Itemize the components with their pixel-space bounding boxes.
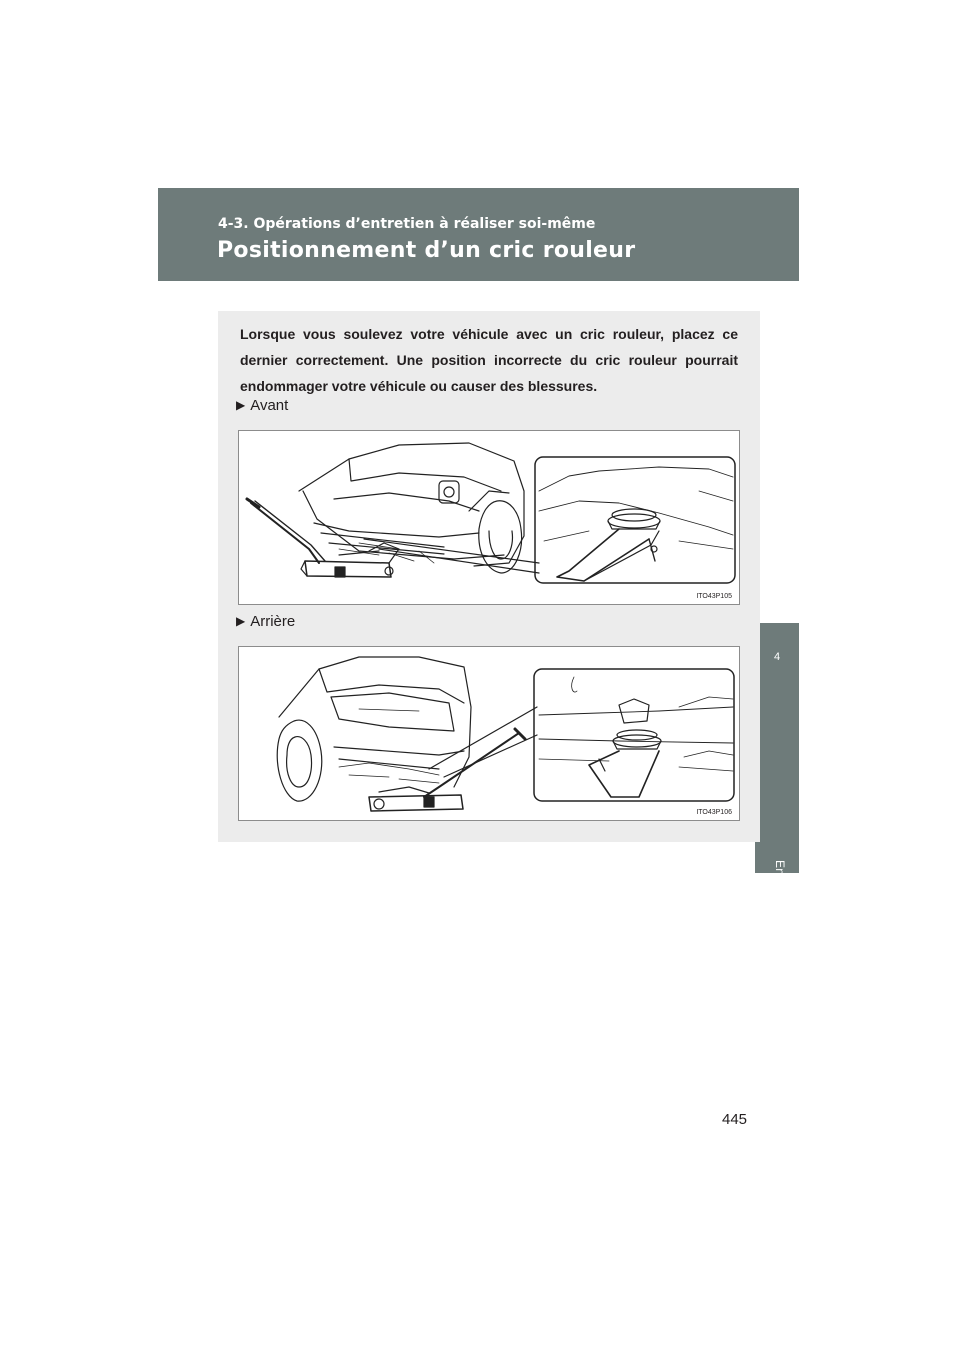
page-title: Positionnement d’un cric rouleur (217, 238, 636, 263)
triangle-arrow-icon: ▶ (236, 398, 246, 412)
triangle-arrow-icon: ▶ (236, 614, 246, 628)
front-jack-illustration (238, 430, 740, 605)
chapter-number: 4 (773, 651, 781, 663)
rear-car-drawing (239, 647, 739, 820)
front-label (236, 397, 288, 414)
front-label-text: Avant (250, 397, 289, 414)
figure-code: ITO43P105 (696, 593, 732, 600)
content-box (218, 311, 760, 842)
rear-label (236, 613, 295, 630)
rear-jack-illustration (238, 646, 740, 821)
intro-paragraph: Lorsque vous soulevez votre véhicule avec un cric rouleur, placez ce dernier correctement. Une position incorrecte du cric rouleur pourrait endommager votre véhicule ou causer des blessures. (240, 326, 738, 394)
front-car-drawing (239, 431, 739, 604)
page-header (158, 188, 799, 281)
figure-code: ITO43P106 (696, 809, 732, 816)
chapter-tab[interactable] (755, 623, 799, 982)
rear-label-text: Arrière (250, 613, 296, 630)
page-number: 445 (722, 1111, 748, 1128)
section-title: 4-3. Opérations d’entretien à réaliser soi-même (218, 216, 596, 232)
chapter-label: Entretien et nettoyage (773, 860, 787, 982)
